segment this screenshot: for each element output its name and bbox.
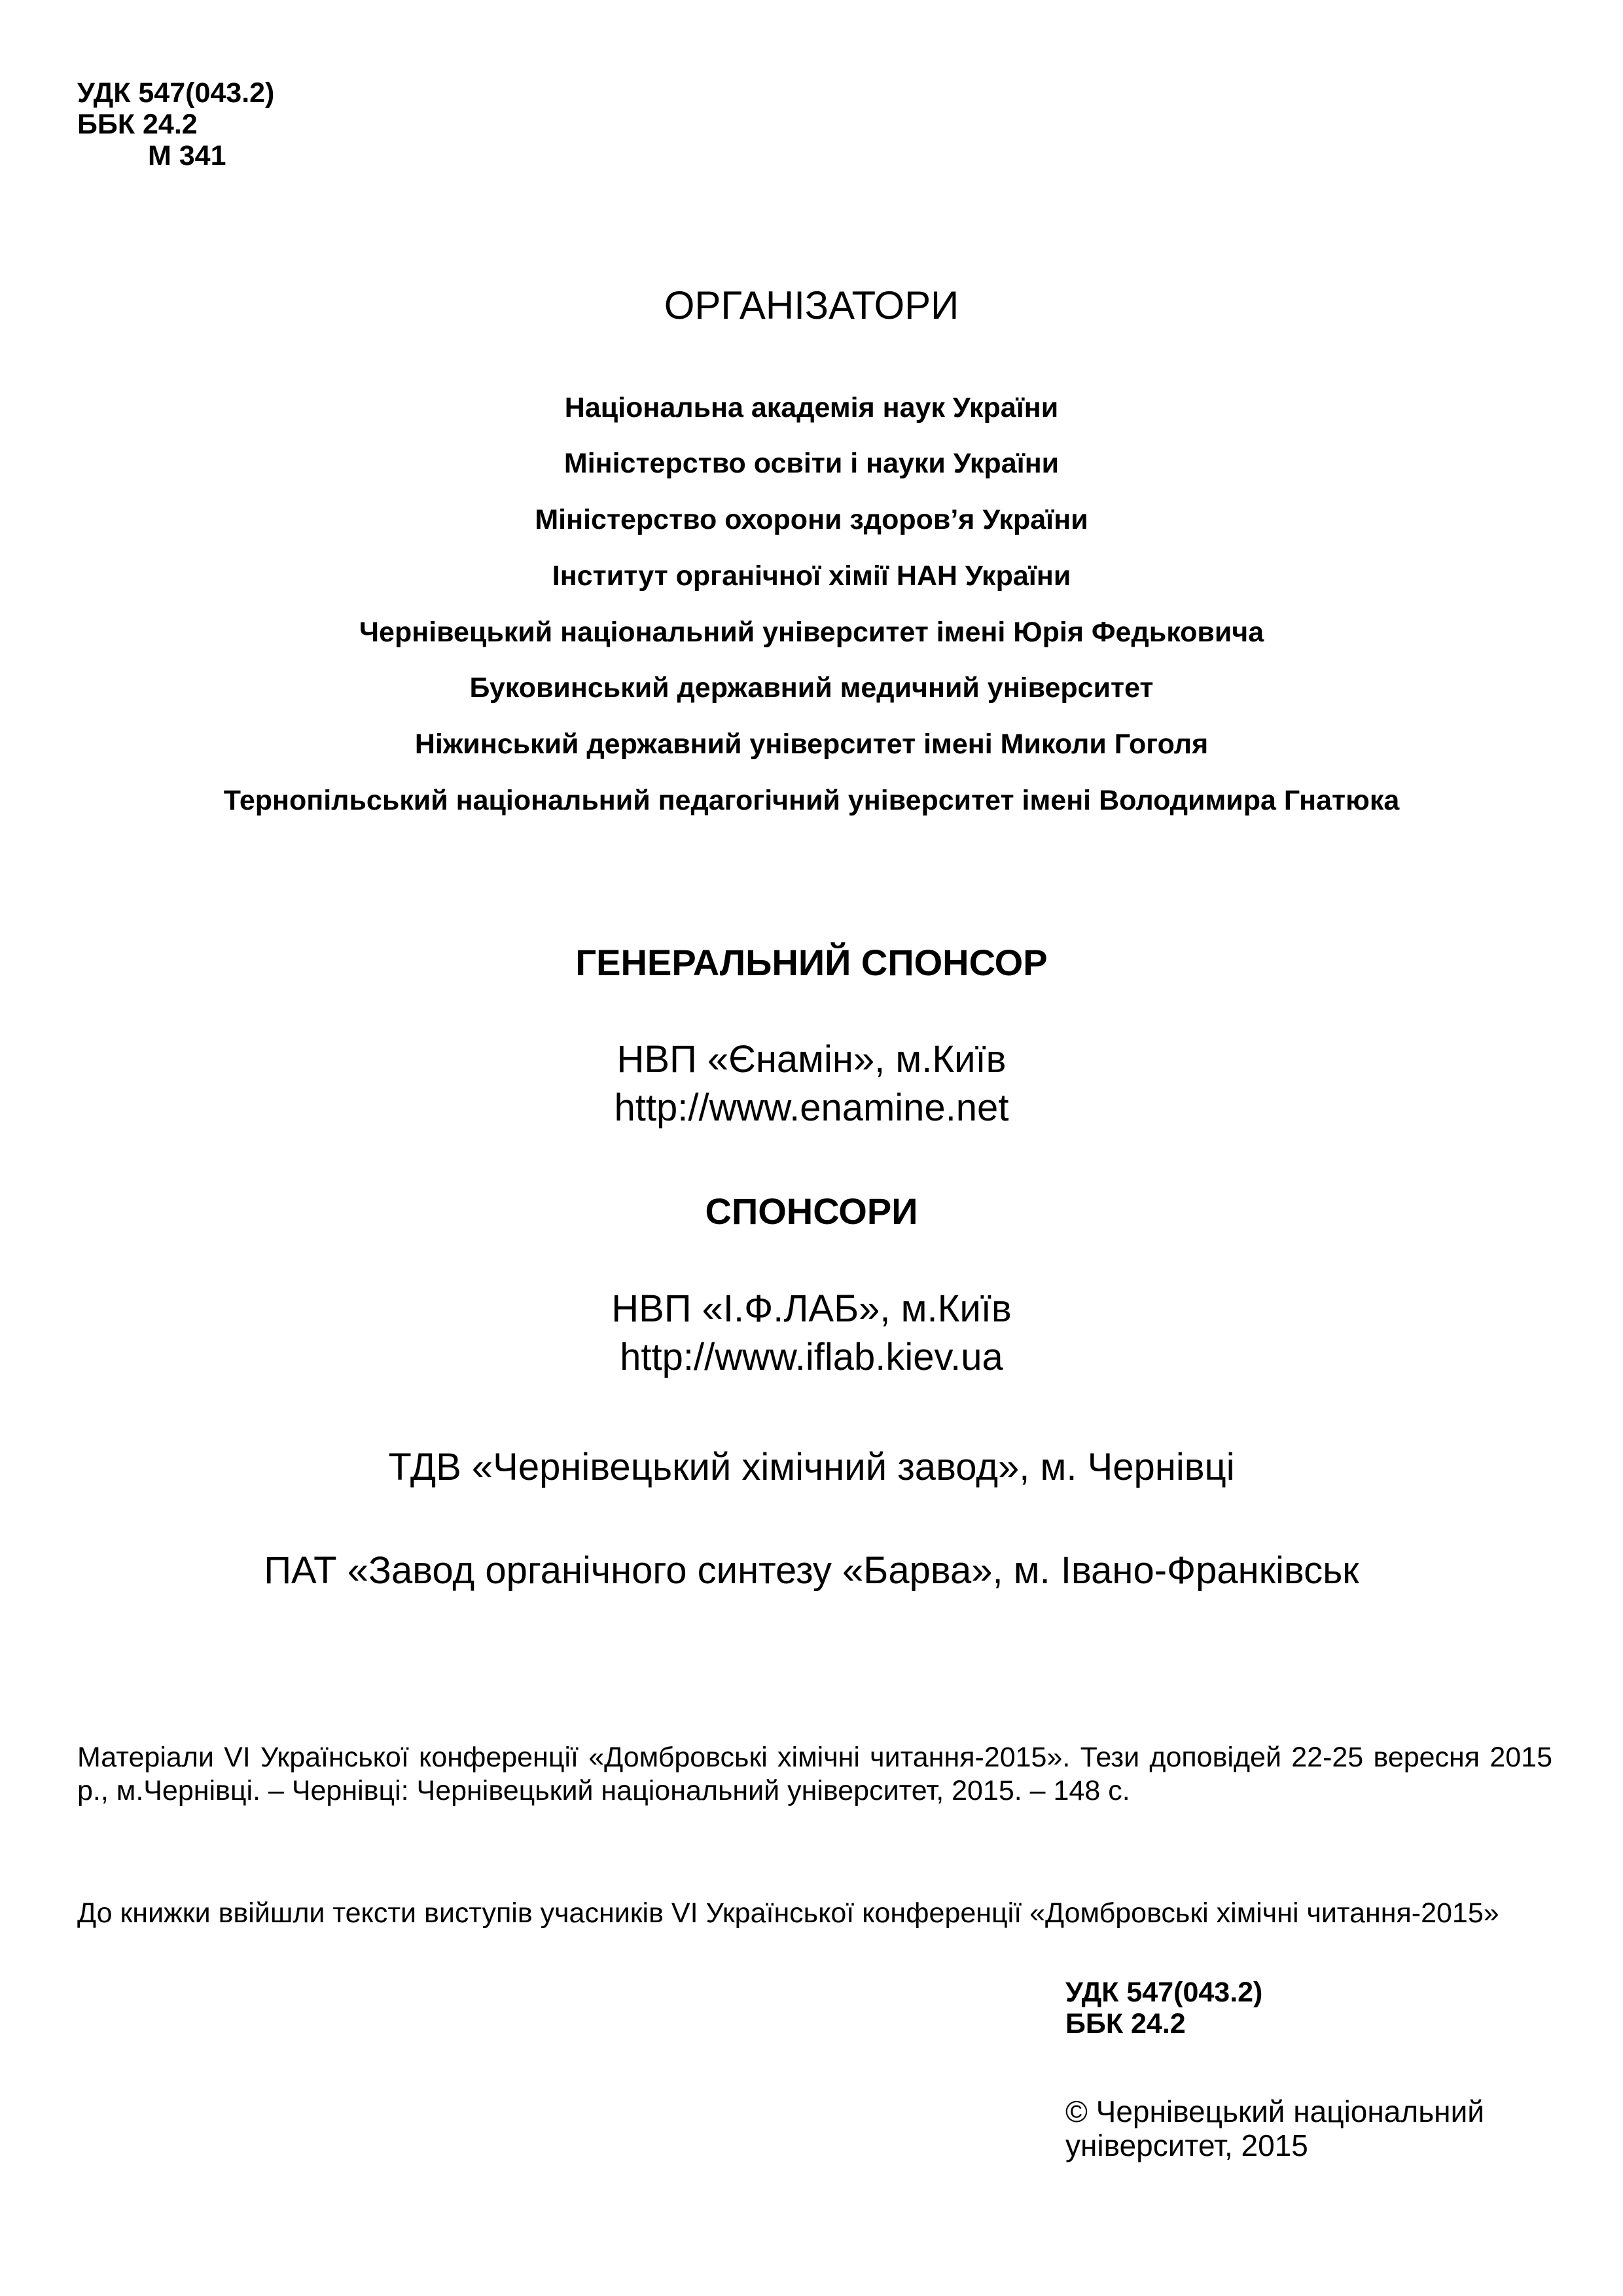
footer-bbk-code: ББК 24.2 [1065,2008,1186,2039]
organizer-item: Міністерство охорони здоров’я України [535,504,1088,535]
organizer-item: Ніжинський державний університет імені Миколи Гоголя [414,728,1209,760]
copyright-line-2: університет, 2015 [1065,2128,1308,2162]
sponsor-name: ПАТ «Завод органічного синтезу «Барва», м. Івано-Франківськ [264,1549,1359,1592]
sponsors-heading: СПОНСОРИ [705,1191,918,1232]
organizer-item: Інститут органічної хімії НАН України [552,560,1071,592]
general-sponsor-heading: ГЕНЕРАЛЬНИЙ СПОНСОР [575,942,1048,983]
bbk-code: ББК 24.2 [77,109,198,140]
footer-udk-code: УДК 547(043.2) [1065,1977,1263,2008]
organizers-heading: ОРГАНІЗАТОРИ [664,283,959,327]
organizer-item: Тернопільський національний педагогічний університет імені Володимира Гнатюка [223,785,1400,816]
organizer-item: Міністерство освіти і науки України [563,448,1060,479]
author-mark: М 341 [148,140,226,171]
footer-classification-codes [1065,1977,1262,2039]
general-sponsor-name: НВП «Єнамін», м.Київ [616,1038,1007,1081]
copyright-line-1: © Чернівецький національний [1065,2094,1484,2128]
sponsor-name: ТДВ «Чернівецький хімічний завод», м. Чернівці [388,1446,1235,1488]
copyright-notice [1065,2094,1484,2162]
general-sponsor-url[interactable]: http://www.enamine.net [614,1086,1009,1129]
sponsor-url[interactable]: http://www.iflab.kiev.ua [620,1336,1003,1378]
organizer-item: Національна академія наук України [564,392,1059,423]
bibliographic-citation: Матеріали VI Української конференції «Домбровські хімічні читання-2015». Тези доповідей 22-25 вересня 2015 р., м.Чернівці. – Чернівці: Чернівецький національний університет, 2015. – 148 с. [77,1742,1552,1806]
classification-codes [77,77,274,171]
udk-code: УДК 547(043.2) [77,77,275,109]
sponsor-name: НВП «І.Ф.ЛАБ», м.Київ [611,1287,1012,1330]
organizer-item: Чернівецький національний університет імені Юрія Федьковича [359,617,1264,648]
organizer-item: Буковинський державний медичний університет [469,672,1154,704]
contents-note: До книжки ввійшли тексти виступів учасників VI Української конференції «Домбровські хімічні читання-2015» [77,1897,1499,1929]
